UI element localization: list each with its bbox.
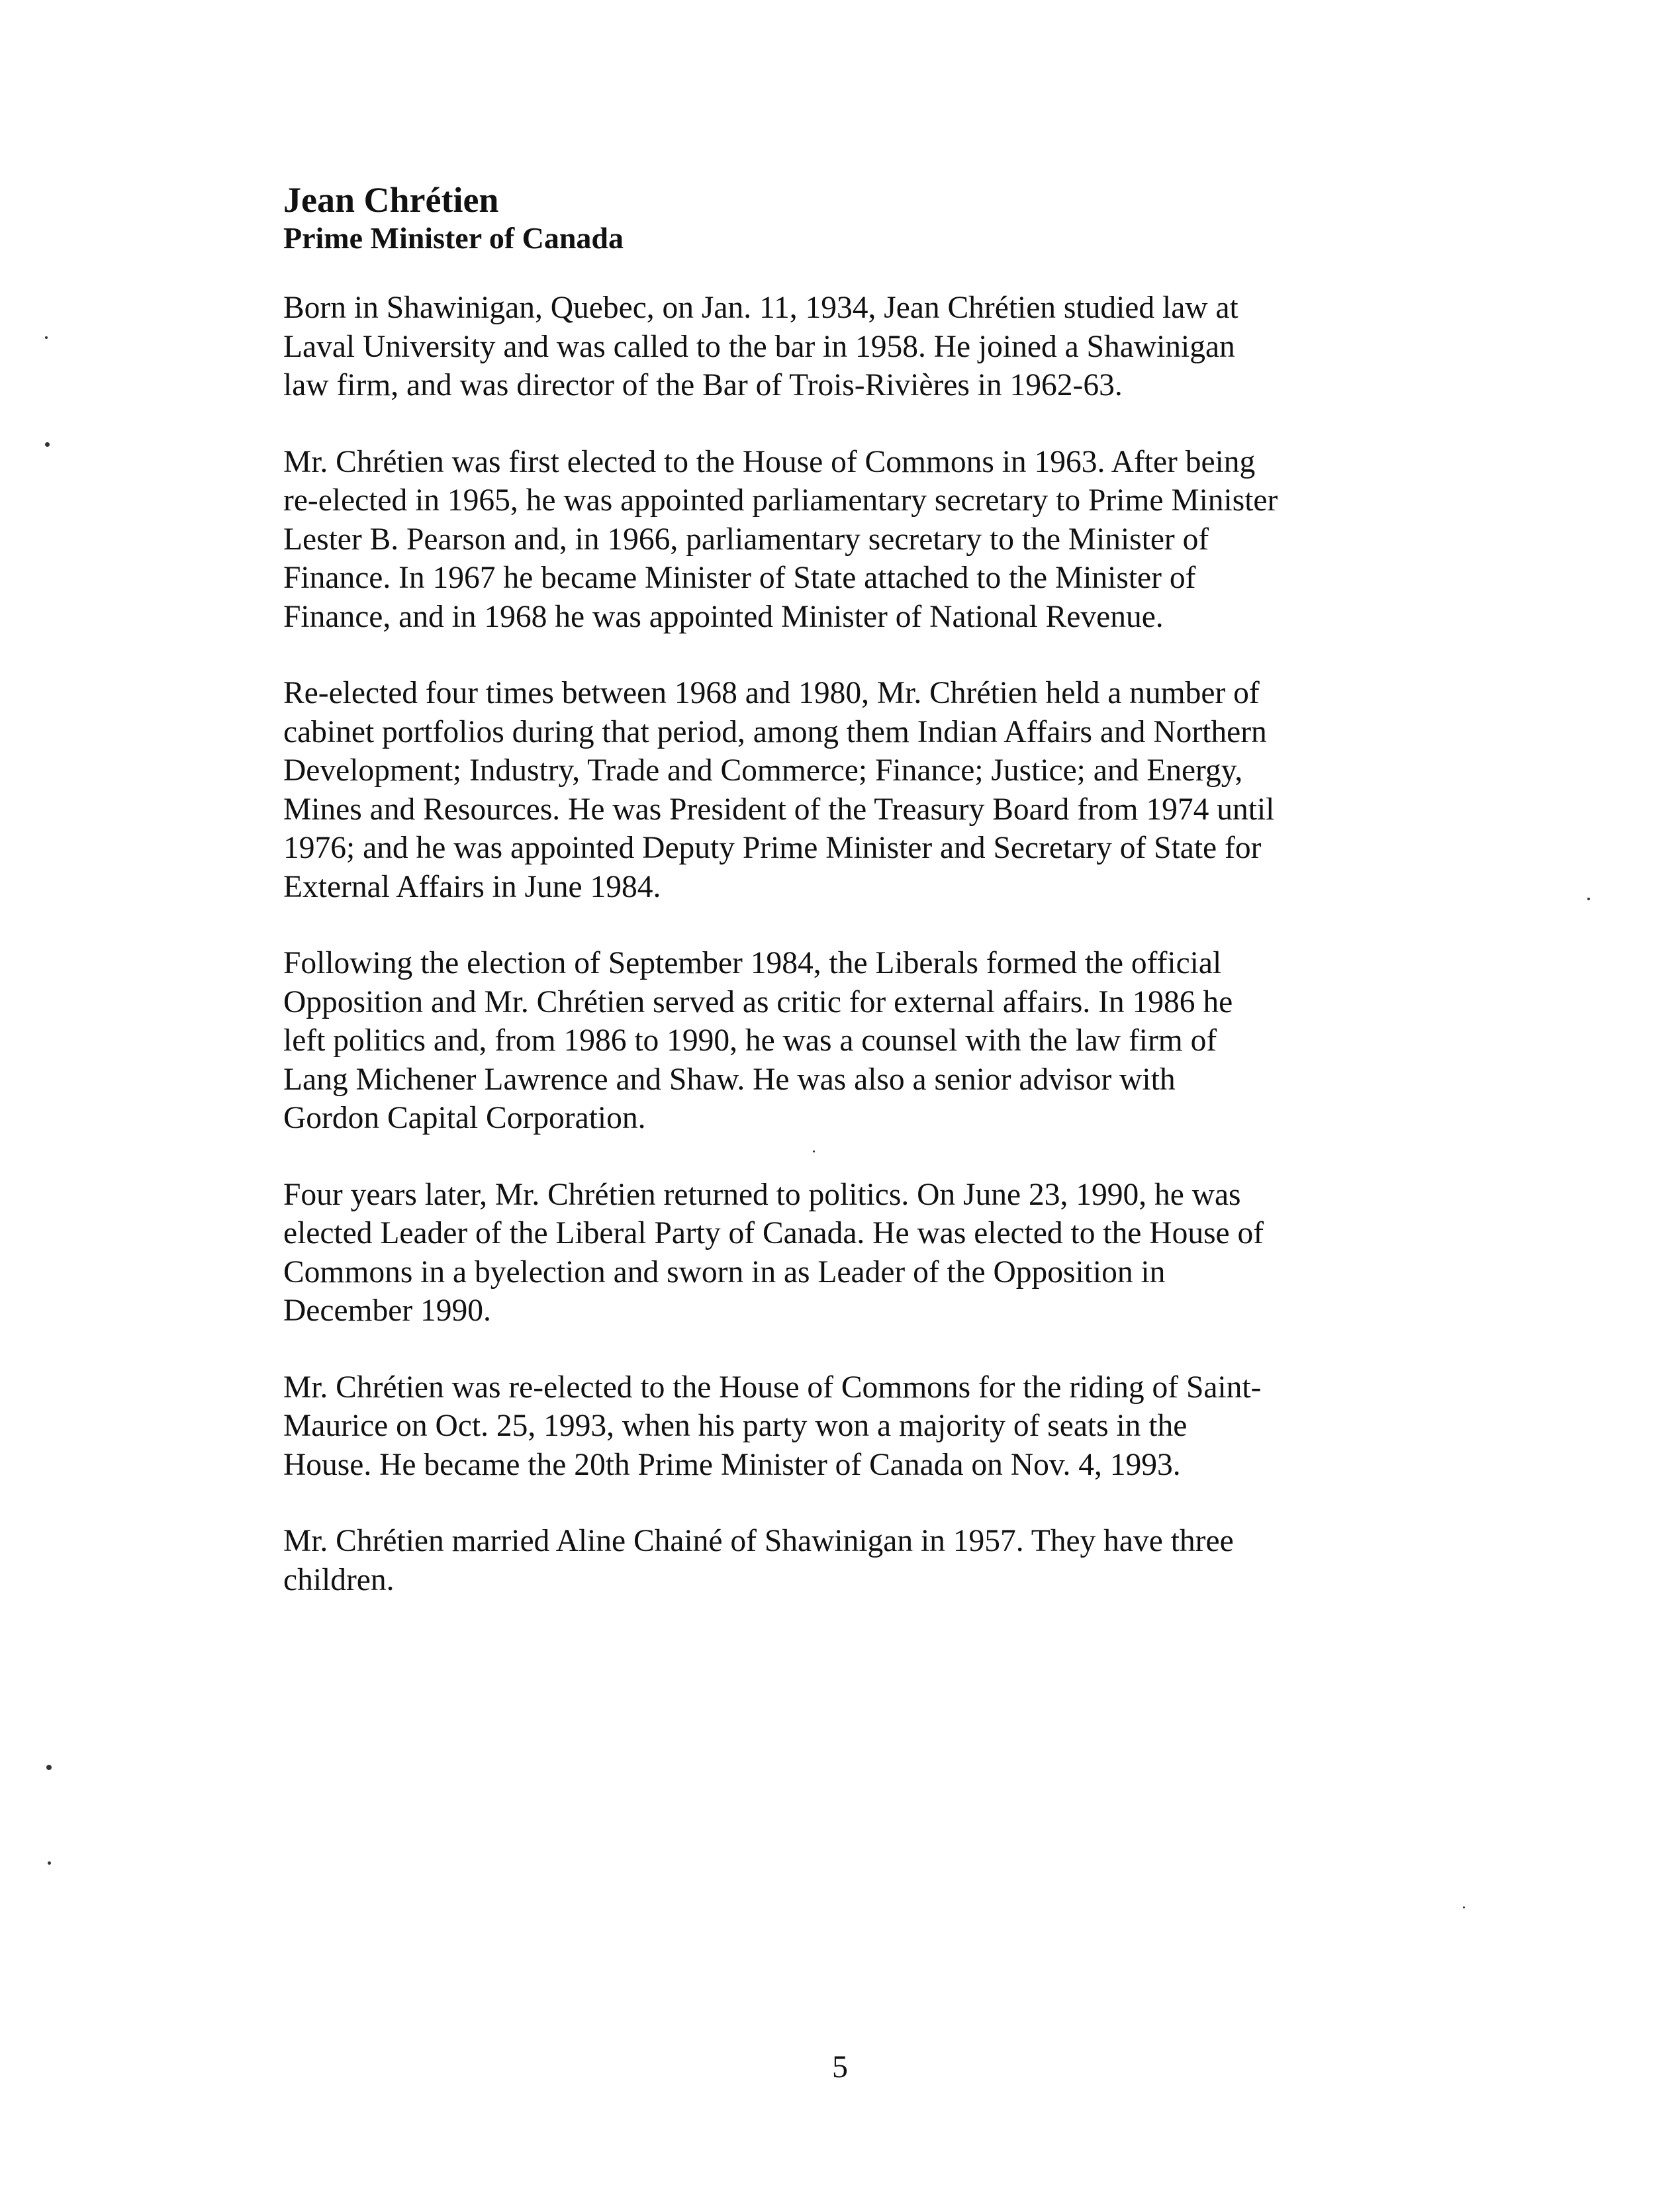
biography-content [283, 180, 1409, 1637]
text-line: 1976; and he was appointed Deputy Prime Minister and Secretary of State for [283, 831, 1262, 865]
text-line: Following the election of September 1984, the Liberals formed the official [283, 946, 1222, 980]
scan-speck [1587, 898, 1590, 900]
scan-speck [46, 1765, 52, 1770]
paragraph-return-to-politics [283, 1176, 1409, 1331]
scan-speck [45, 442, 50, 447]
text-line: Four years later, Mr. Chrétien returned to politics. On June 23, 1990, he was [283, 1177, 1241, 1212]
text-line: Opposition and Mr. Chrétien served as critic for external affairs. In 1986 he [283, 984, 1233, 1019]
scan-speck [813, 1150, 815, 1152]
paragraph-first-election [283, 443, 1409, 637]
text-line: External Affairs in June 1984. [283, 869, 661, 904]
text-line: Mr. Chrétien married Aline Chainé of Shawinigan in 1957. They have three [283, 1524, 1234, 1558]
text-line: Finance. In 1967 he became Minister of State attached to the Minister of [283, 561, 1196, 595]
text-line: December 1990. [283, 1293, 491, 1328]
page-title: Jean Chrétien [283, 180, 499, 220]
text-line: elected Leader of the Liberal Party of Canada. He was elected to the House of [283, 1216, 1264, 1250]
paragraph-opposition [283, 944, 1409, 1138]
paragraph-cabinet-career [283, 674, 1409, 906]
text-line: House. He became the 20th Prime Minister of Canada on Nov. 4, 1993. [283, 1447, 1181, 1482]
text-line: Born in Shawinigan, Quebec, on Jan. 11, 1934, Jean Chrétien studied law at [283, 291, 1238, 325]
text-line: Mines and Resources. He was President of the Treasury Board from 1974 until [283, 792, 1275, 827]
text-line: Finance, and in 1968 he was appointed Minister of National Revenue. [283, 599, 1164, 634]
text-line: children. [283, 1562, 395, 1597]
scan-speck [48, 1861, 51, 1865]
text-line: left politics and, from 1986 to 1990, he was a counsel with the law firm of [283, 1023, 1217, 1058]
text-line: Re-elected four times between 1968 and 1980, Mr. Chrétien held a number of [283, 676, 1260, 710]
text-line: Laval University and was called to the bar in 1958. He joined a Shawinigan [283, 329, 1235, 364]
text-line: Lester B. Pearson and, in 1966, parliamentary secretary to the Minister of [283, 522, 1209, 557]
page-number: 5 [832, 2049, 848, 2084]
paragraph-prime-minister [283, 1368, 1409, 1485]
text-line: re-elected in 1965, he was appointed parliamentary secretary to Prime Minister [283, 483, 1278, 518]
text-line: Mr. Chrétien was re-elected to the House of Commons for the riding of Saint- [283, 1370, 1262, 1405]
scan-speck [45, 336, 48, 339]
paragraph-early-life [283, 289, 1409, 405]
text-line: Development; Industry, Trade and Commerce; Finance; Justice; and Energy, [283, 753, 1243, 788]
text-line: Gordon Capital Corporation. [283, 1101, 646, 1135]
text-line: Commons in a byelection and sworn in as Leader of the Opposition in [283, 1254, 1166, 1289]
text-line: cabinet portfolios during that period, among them Indian Affairs and Northern [283, 714, 1267, 749]
text-line: Mr. Chrétien was first elected to the House of Commons in 1963. After being [283, 444, 1256, 479]
text-line: Lang Michener Lawrence and Shaw. He was also a senior advisor with [283, 1062, 1176, 1097]
scan-speck [1463, 1906, 1465, 1908]
text-line: law firm, and was director of the Bar of Trois-Rivières in 1962-63. [283, 368, 1123, 402]
page-subtitle: Prime Minister of Canada [283, 221, 624, 255]
paragraph-family [283, 1522, 1409, 1599]
text-line: Maurice on Oct. 25, 1993, when his party won a majority of seats in the [283, 1409, 1188, 1443]
